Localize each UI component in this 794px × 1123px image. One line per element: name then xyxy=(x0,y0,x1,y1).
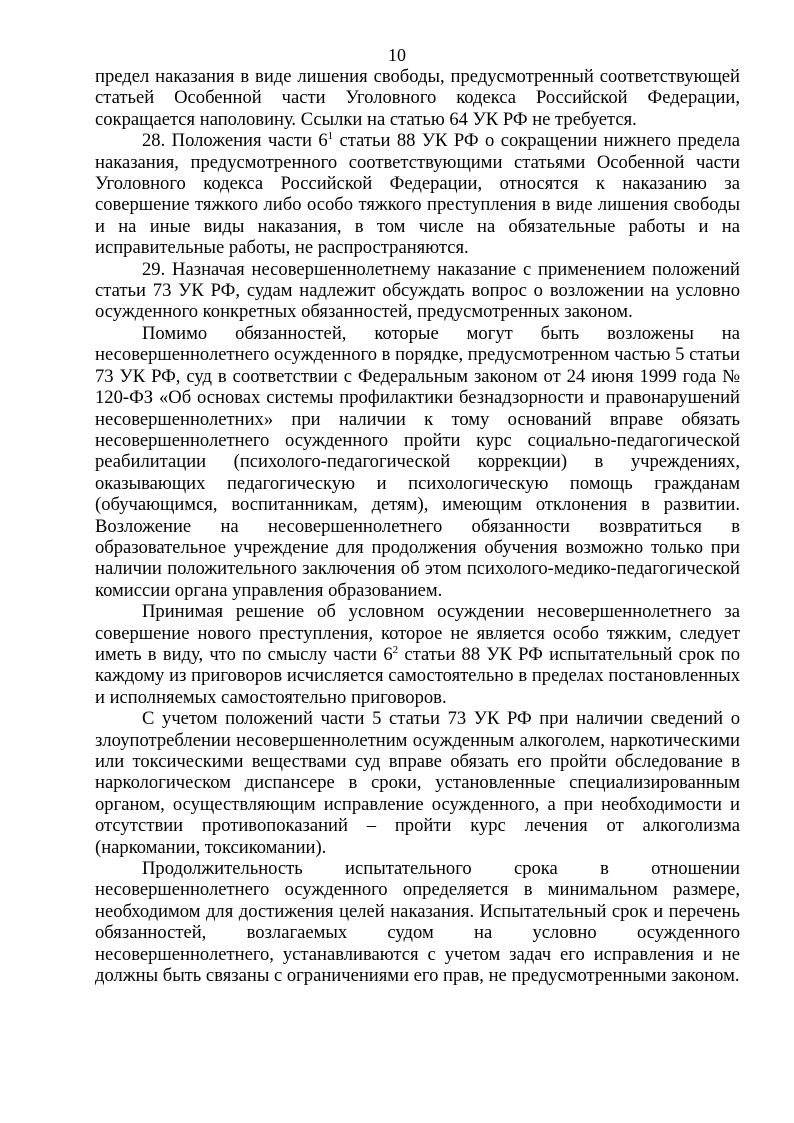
paragraph-probation-term: Продолжительность испытательного срока в отношении несовершеннолетнего осужденного определяется в минимальном размере, необходимом для достижения целей наказания. Испытательный срок и перечень обязанностей, возлагаемых судом на условно осужденного несовершеннолетнего, устанавливаются с учетом задач его исправления и не должны быть связаны с ограничениями его прав, не предусмотренными законом. xyxy=(95,858,740,987)
page-number: 10 xyxy=(388,45,406,65)
superscript-1: 1 xyxy=(327,130,334,143)
paragraph-28-start: 28. Положения части 6 xyxy=(142,130,328,152)
document-body xyxy=(95,66,740,986)
paragraph-continuation: предел наказания в виде лишения свободы, предусмотренный соответствующей статьей Особенной части Уголовного кодекса Российской Федерации, сокращается наполовину. Ссылки на статью 64 УК РФ не требуется. xyxy=(95,66,740,130)
superscript-2: 2 xyxy=(392,643,399,656)
paragraph-29: 29. Назначая несовершеннолетнему наказание с применением положений статьи 73 УК РФ, судам надлежит обсуждать вопрос о возложении на условно осужденного конкретных обязанностей, предусмотренных законом. xyxy=(95,258,740,323)
paragraph-new-crime xyxy=(95,601,740,708)
paragraph-alcohol: С учетом положений части 5 статьи 73 УК РФ при наличии сведений о злоупотреблении несовершеннолетним осужденным алкоголем, наркотическими или токсическими веществами суд вправе обязать его пройти обследование в наркологическом диспансере в сроки, установленные специализированным органом, осуществляющим исправление осужденного, а при необходимости и отсутствии противопоказаний – пройти курс лечения от алкоголизма (наркомании, токсикомании). xyxy=(95,708,740,858)
paragraph-28 xyxy=(95,130,740,258)
paragraph-new-crime-start: Принимая решение об условном осуждении несовершеннолетнего за совершение нового преступления, которое не является особо тяжким, следует иметь в виду, что по смыслу части 6 xyxy=(95,601,740,665)
paragraph-obligations: Помимо обязанностей, которые могут быть возложены на несовершеннолетнего осужденного в порядке, предусмотренном частью 5 статьи 73 УК РФ, суд в соответствии с Федеральным законом от 24 июня 1999 года № 120-ФЗ «Об основах системы профилактики безнадзорности и правонарушений несовершеннолетних» при наличии к тому оснований вправе обязать несовершеннолетнего осужденного пройти курс социально-педагогической реабилитации (психолого-педагогической коррекции) в учреждениях, оказывающих педагогическую и психологическую помощь гражданам (обучающимся, воспитанникам, детям), имеющим отклонения в развитии. Возложение на несовершеннолетнего обязанности возвратиться в образовательное учреждение для продолжения обучения возможно только при наличии положительного заключения об этом психолого-медико-педагогической комиссии органа управления образованием. xyxy=(95,322,740,601)
paragraph-new-crime-rest: статьи 88 УК РФ испытательный срок по каждому из приговоров исчисляется самостоятельно в пределах постановленных и исполняемых самостоятельно приговоров. xyxy=(95,643,741,708)
paragraph-28-rest: статьи 88 УК РФ о сокращении нижнего предела наказания, предусмотренного соответствующими статьями Особенной части Уголовного кодекса Российской Федерации, относятся к наказанию за совершение тяжкого либо особо тяжкого преступления в виде лишения свободы и на иные виды наказания, в том числе на обязательные работы и на исправительные работы, не распространяются. xyxy=(95,130,740,259)
